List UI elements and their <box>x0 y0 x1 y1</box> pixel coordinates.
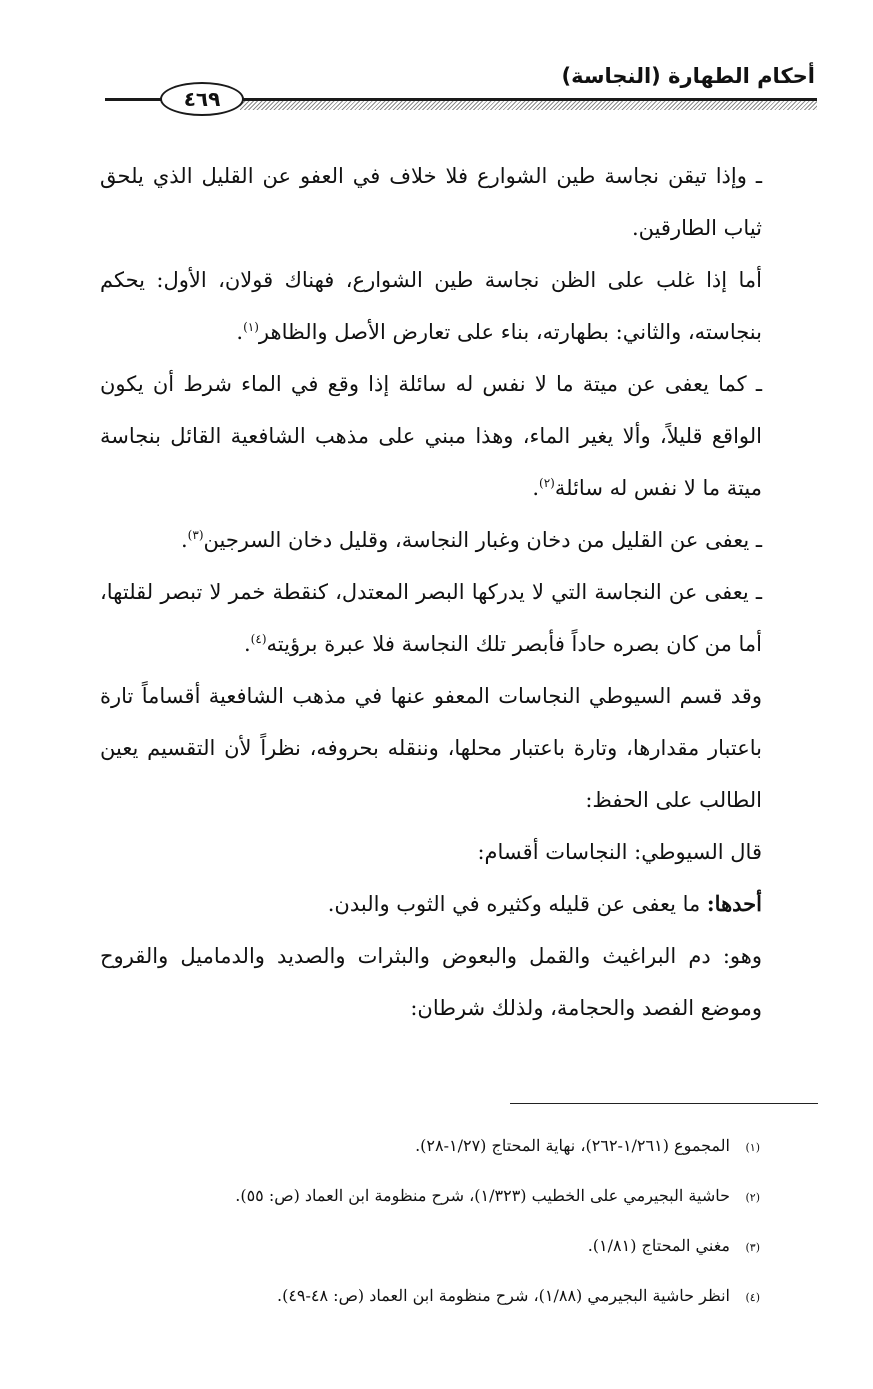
footnote-ref-2[interactable]: (٢) <box>539 476 555 490</box>
footnote-separator <box>510 1103 818 1104</box>
footnote-1 <box>100 1122 760 1172</box>
paragraph-3-text: ـ كما يعفى عن ميتة ما لا نفس له سائلة إذا وقع في الماء شرط أن يكون الواقع قليلاً، وألا يغير الماء، وهذا مبني على مذهب الشافعية القائل بنجاسة ميتة ما لا نفس له سائلة <box>100 372 762 500</box>
footnote-3-number: (٣) <box>745 1241 760 1254</box>
footnote-3-text: مغني المحتاج (١/٨١). <box>587 1236 730 1255</box>
paragraph-2 <box>100 254 818 358</box>
main-text <box>100 150 818 1034</box>
paragraph-4-text: ـ يعفى عن القليل من دخان وغبار النجاسة، وقليل دخان السرجين <box>203 528 762 552</box>
footnote-2 <box>100 1172 760 1222</box>
footnote-ref-1[interactable]: (١) <box>243 320 259 334</box>
running-title: أحكام الطهارة (النجاسة) <box>561 64 815 88</box>
footnote-4 <box>100 1272 760 1322</box>
paragraph-7 <box>100 826 818 878</box>
footnote-ref-4[interactable]: (٤) <box>250 632 267 646</box>
page-number: ٤٦٩ <box>160 82 244 116</box>
footnote-4-text: انظر حاشية البجيرمي (١/٨٨)، شرح منظومة ابن العماد (ص: ٤٨-٤٩). <box>276 1286 730 1305</box>
footnote-3 <box>100 1222 760 1272</box>
paragraph-4-period: . <box>180 528 188 552</box>
paragraph-5 <box>100 566 818 670</box>
paragraph-8-lead: أحدها: <box>706 891 762 916</box>
paragraph-7-text: قال السيوطي: النجاسات أقسام: <box>477 840 762 864</box>
footnote-1-number: (١) <box>745 1141 760 1154</box>
footnote-2-text: حاشية البجيرمي على الخطيب (١/٣٢٣)، شرح منظومة ابن العماد (ص: ٥٥). <box>235 1186 730 1205</box>
paragraph-2-text: أما إذا غلب على الظن نجاسة طين الشوارع، فهناك قولان، الأول: يحكم بنجاسته، والثاني: بطهارته، بناء على تعارض الأصل والظاهر <box>100 268 762 344</box>
paragraph-1-text: ـ وإذا تيقن نجاسة طين الشوارع فلا خلاف في العفو عن القليل الذي يلحق ثياب الطارقين. <box>100 164 762 240</box>
paragraph-1 <box>100 150 818 254</box>
paragraph-3 <box>100 358 818 514</box>
paragraph-5-period: . <box>243 632 251 656</box>
footnote-1-text: المجموع (١/٢٦١-٢٦٢)، نهاية المحتاج (١/٢٧-٢٨). <box>415 1136 730 1155</box>
header-hatch-decoration <box>240 101 817 110</box>
paragraph-8-text: ما يعفى عن قليله وكثيره في الثوب والبدن. <box>327 892 707 916</box>
footnote-2-number: (٢) <box>745 1191 760 1204</box>
paragraph-6-text: وقد قسم السيوطي النجاسات المعفو عنها في مذهب الشافعية أقساماً تارة باعتبار مقدارها، وتارة باعتبار محلها، وننقله بحروفه، نظراً لأن التقسيم يعين الطالب على الحفظ: <box>100 684 762 812</box>
paragraph-5-text: ـ يعفى عن النجاسة التي لا يدركها البصر المعتدل، كنقطة خمر لا تبصر لقلتها، أما من كان بصره حاداً فأبصر تلك النجاسة فلا عبرة برؤيته <box>100 580 762 656</box>
paragraph-8 <box>100 878 818 930</box>
paragraph-9-text: وهو: دم البراغيث والقمل والبعوض والبثرات والصديد والدماميل والقروح وموضع الفصد والحجامة، ولذلك شرطان: <box>100 944 762 1020</box>
paragraph-2-period: . <box>236 320 244 344</box>
paragraph-9 <box>100 930 818 1034</box>
footnote-4-number: (٤) <box>745 1291 760 1304</box>
footnotes <box>100 1122 760 1322</box>
paragraph-4 <box>100 514 818 566</box>
paragraph-3-period: . <box>532 476 540 500</box>
footnote-ref-3[interactable]: (٣) <box>187 528 204 542</box>
paragraph-6 <box>100 670 818 826</box>
